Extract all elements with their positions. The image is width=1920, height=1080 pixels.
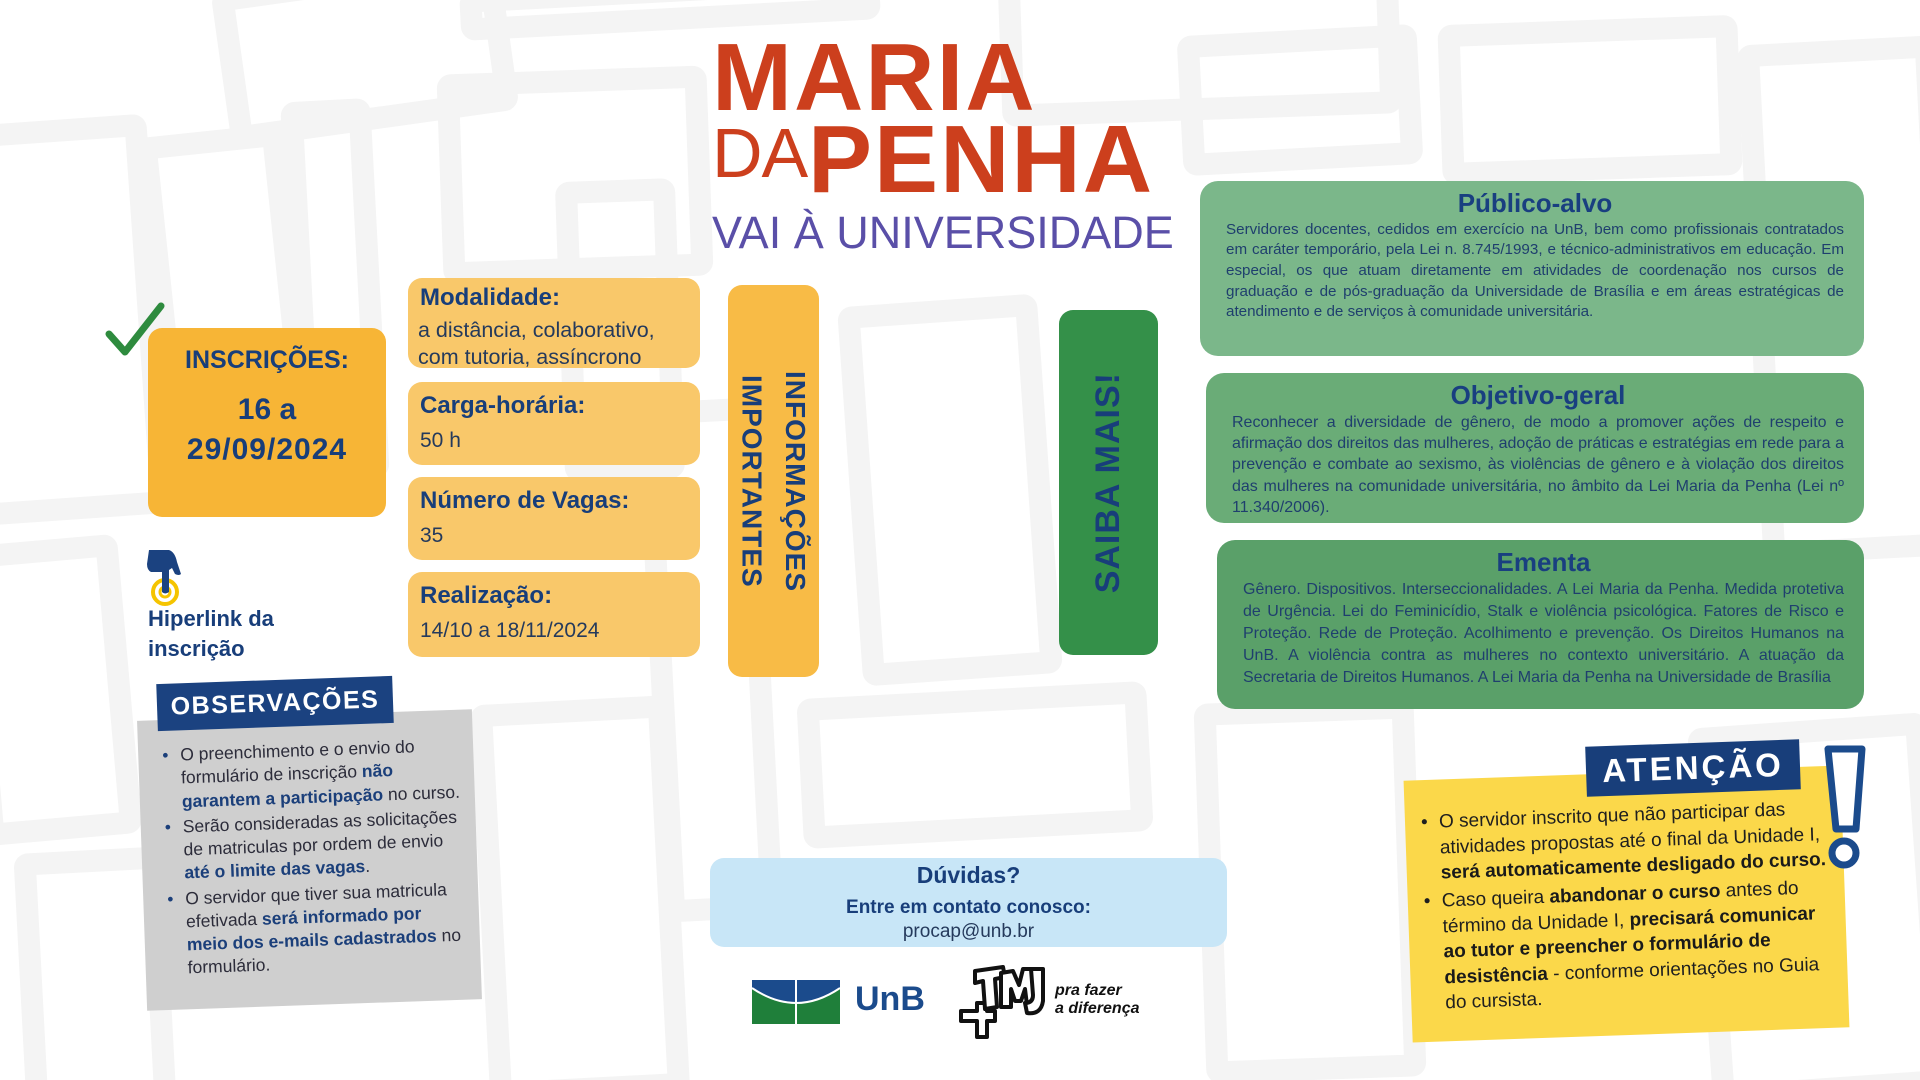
atencao-item: • O servidor inscrito que não participar das atividades propostas até o final da Unidade I, será automaticamente desligado do curso. bbox=[1417, 796, 1832, 887]
ementa-section bbox=[1217, 540, 1864, 709]
card-heading: Modalidade: bbox=[420, 284, 561, 311]
atencao-box bbox=[1404, 765, 1850, 1042]
inscricoes-card bbox=[148, 328, 386, 517]
atencao-title: ATENÇÃO bbox=[1585, 739, 1801, 796]
unb-logo-text: UnB bbox=[855, 980, 925, 1018]
section-title: Objetivo-geral bbox=[1450, 380, 1626, 410]
saiba-mais-banner bbox=[1059, 310, 1158, 655]
card-value: 35 bbox=[420, 523, 444, 547]
hyperlink-line1: Hiperlink da bbox=[148, 606, 274, 631]
section-title: Ementa bbox=[1496, 547, 1591, 577]
atencao-item: • Caso queira abandonar o curso antes do término da Unidade I, precisará comunicar ao tutor e preencher o formulário de desistência - conforme orientações no Guia do cursista. bbox=[1419, 875, 1836, 1018]
section-text: Reconhecer a diversidade de gênero, de modo a promover ações de respeito e afirmação dos direitos das mulheres, adoção de práticas e estratégias em rede para a prevenção e combate ao sexismo, às violências de gênero e à violação dos direitos das mulheres na comunidade universitária, no âmbito da Lei Maria da Penha (Lei nº 11.340/2006). bbox=[1232, 413, 1844, 517]
pointing-hand-icon[interactable] bbox=[145, 548, 185, 608]
section-text: Servidores docentes, cedidos em exercício na UnB, bem como profissionais contratados em caráter temporário, pela Lei n. 8.745/1993, e técnico-administrativos em educação. Em especial, os que atuam diretamente em atividades de coordenação nos cursos de graduação e de pós-graduação da Universidade de Brasília e em áreas estratégicas de atendimento e de serviços à comunidade universitária. bbox=[1226, 220, 1844, 321]
observacoes-title: OBSERVAÇÕES bbox=[156, 676, 393, 731]
tmj-logo-icon bbox=[953, 963, 1045, 1041]
card-value-line2: com tutoria, assíncrono bbox=[418, 345, 642, 370]
card-numero-vagas bbox=[408, 477, 700, 560]
card-heading: Carga-horária: bbox=[420, 392, 586, 419]
observacoes-box bbox=[137, 709, 482, 1011]
card-modalidade bbox=[408, 278, 700, 368]
tmj-slogan: pra fazer a diferença bbox=[1055, 982, 1140, 1017]
card-value-line1: a distância, colaborativo, bbox=[418, 317, 655, 342]
duvidas-subtitle: Entre em contato conosco: bbox=[846, 897, 1091, 918]
exclamation-icon bbox=[1820, 743, 1870, 873]
observacao-item: • O servidor que tiver sua matricula efetivada será informado por meio dos e-mails cadastrados no formulário. bbox=[163, 877, 467, 981]
informacoes-importantes-banner bbox=[728, 285, 819, 677]
objetivo-geral-section bbox=[1206, 373, 1864, 523]
inscription-hyperlink[interactable] bbox=[148, 604, 274, 663]
observacao-item: • O preenchimento e o envio do formulário de inscrição não garantem a participação no curso. bbox=[158, 734, 461, 814]
inscricoes-date-end: 29/09/2024 bbox=[186, 433, 348, 466]
informacoes-importantes-label: INFORMAÇÕES IMPORTANTES bbox=[736, 370, 811, 592]
inscricoes-date-start: 16 a bbox=[237, 393, 297, 426]
card-realizacao bbox=[408, 572, 700, 657]
card-carga-horaria bbox=[408, 382, 700, 465]
card-value: 14/10 a 18/11/2024 bbox=[420, 618, 600, 642]
hyperlink-line2: inscrição bbox=[148, 635, 245, 661]
contact-email-link[interactable]: procap@unb.br bbox=[902, 921, 1035, 942]
section-title: Público-alvo bbox=[1457, 188, 1613, 218]
duvidas-box bbox=[710, 858, 1227, 947]
title-maria: MARIA bbox=[712, 24, 1037, 131]
observacao-item: • Serão consideradas as solicitações de matriculas por ordem de envio até o limite das vagas. bbox=[160, 805, 463, 885]
section-text: Gênero. Dispositivos. Interseccionalidades. A Lei Maria da Penha. Medida protetiva de Urgência. Lei do Feminicídio, Stalk e violência psicológica. Fatores de Risco e Proteção. Rede de Proteção. Acolhimento e prevenção. Os Direitos Humanos na UnB. A violência contra as mulheres no contexto universitário. A atuação da Secretaria de Direitos Humanos. A Lei Maria da Penha na Universidade de Brasília bbox=[1243, 580, 1844, 686]
unb-logo-icon bbox=[752, 980, 840, 1024]
duvidas-title: Dúvidas? bbox=[916, 862, 1021, 888]
publico-alvo-section bbox=[1200, 181, 1864, 356]
card-value: 50 h bbox=[420, 428, 461, 452]
card-heading: Realização: bbox=[420, 582, 553, 609]
card-heading: Número de Vagas: bbox=[420, 487, 630, 514]
title-penha: PENHA bbox=[808, 106, 1155, 213]
title-da: DA bbox=[712, 114, 808, 192]
title-subtitle: VAI À UNIVERSIDADE bbox=[712, 207, 1174, 258]
saiba-mais-label: SAIBA MAIS! bbox=[1089, 371, 1127, 594]
inscricoes-label: INSCRIÇÕES: bbox=[185, 346, 349, 374]
